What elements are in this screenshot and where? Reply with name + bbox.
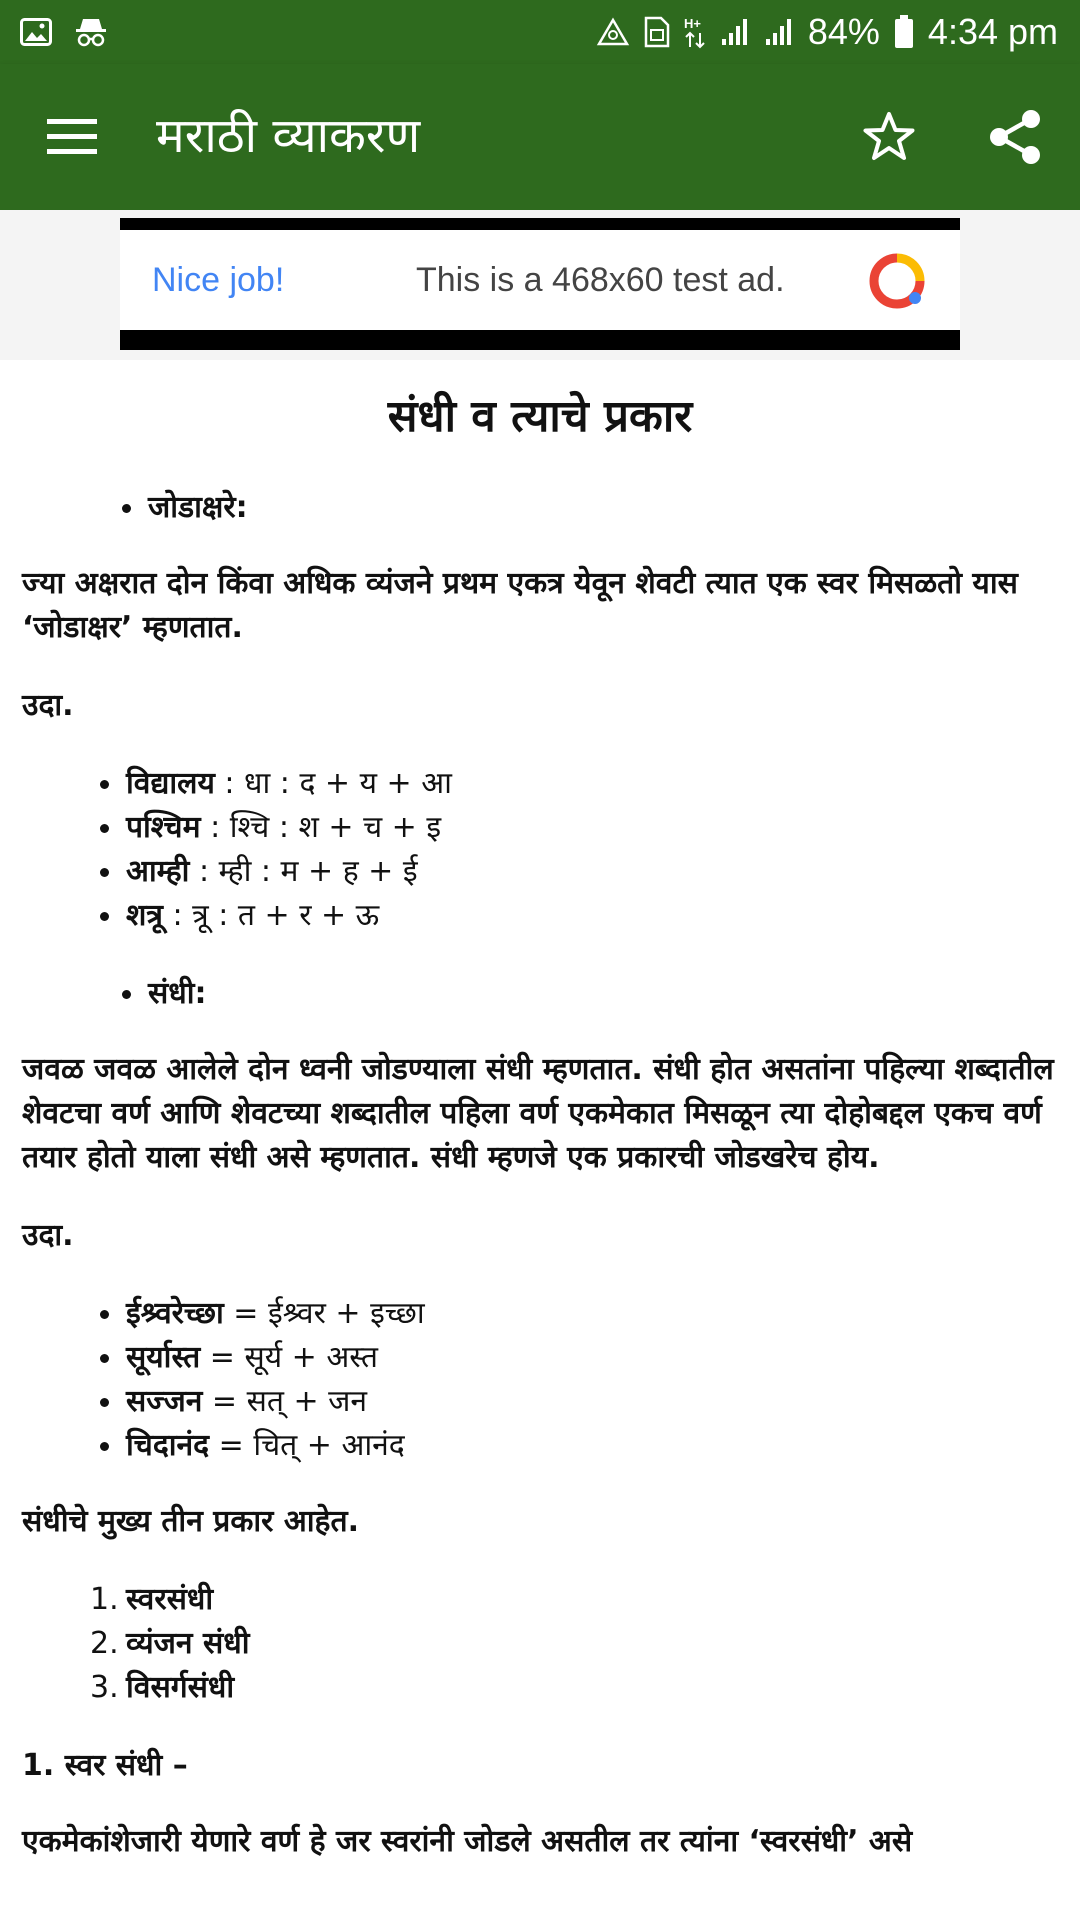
article-content xyxy=(0,360,1080,1864)
list-item xyxy=(22,894,1058,938)
example-value: = चित् + आनंद xyxy=(209,1428,405,1463)
sim-icon xyxy=(644,16,670,48)
list-item xyxy=(22,1380,1058,1424)
incognito-icon xyxy=(74,17,108,47)
status-bar xyxy=(0,0,1080,64)
menu-icon xyxy=(47,117,97,155)
app-bar xyxy=(0,64,1080,210)
signal-icon xyxy=(764,17,794,47)
type-label: स्वरसंधी xyxy=(126,1582,214,1617)
list-item xyxy=(22,762,1058,806)
svg-text:H+: H+ xyxy=(683,16,701,31)
ad-banner[interactable] xyxy=(120,218,960,350)
paragraph: ज्या अक्षरात दोन किंवा अधिक व्यंजने प्रथम एकत्र येवून शेवटी त्यात एक स्वर मिसळतो यास ‘जोडाक्षर’ म्हणतात. xyxy=(22,566,1018,645)
list-item xyxy=(22,1292,1058,1336)
example-list xyxy=(22,762,1058,938)
list-item xyxy=(22,1622,1058,1666)
example-word: चिदानंद xyxy=(126,1428,210,1463)
list-number: 3. xyxy=(90,1670,119,1705)
star-icon xyxy=(862,111,916,163)
example-label: उदा. xyxy=(22,1218,74,1253)
signal-icon xyxy=(720,17,750,47)
paragraph: जवळ जवळ आलेले दोन ध्वनी जोडण्याला संधी म्हणतात. संधी होत असतांना पहिल्या शब्दातील शेवटचा वर्ण आणि शेवटच्या शब्दातील पहिला वर्ण एकमेकात मिसळून त्या दोहोबद्दल एकच वर्ण तयार होतो याला संधी असे म्हणतात. संधी म्हणजे एक प्रकारची जोडखरेच होय. xyxy=(22,1052,1054,1175)
list-number: 2. xyxy=(90,1626,119,1661)
example-word: ईश्र्वरेच्छा xyxy=(126,1296,224,1331)
app-title: मराठी व्याकरण xyxy=(156,108,421,164)
section-heading: संधी: xyxy=(22,972,1058,1016)
list-item xyxy=(22,1578,1058,1622)
types-intro: संधीचे मुख्य तीन प्रकार आहेत. xyxy=(22,1504,359,1539)
example-list xyxy=(22,1292,1058,1468)
list-number: 1. xyxy=(90,1582,119,1617)
example-word: सूर्यास्त xyxy=(126,1340,201,1375)
example-value: = सत् + जन xyxy=(202,1384,368,1419)
list-item xyxy=(22,806,1058,850)
example-word: सज्जन xyxy=(126,1384,203,1419)
example-label: उदा. xyxy=(22,688,74,723)
example-value: : श्चि : श + च + इ xyxy=(200,810,442,845)
ad-area xyxy=(0,210,1080,360)
article-title: संधी व त्याचे प्रकार xyxy=(387,391,693,442)
share-button[interactable] xyxy=(982,104,1048,170)
example-value: : त्रू : त + र + ऊ xyxy=(162,898,380,933)
favorite-button[interactable] xyxy=(856,104,922,170)
section-heading: जोडाक्षरे: xyxy=(22,486,1058,530)
example-value: = ईश्र्वर + इच्छा xyxy=(223,1296,425,1331)
list-item xyxy=(22,1336,1058,1380)
hplus-icon xyxy=(684,15,706,49)
example-word: पश्चिम xyxy=(126,810,201,845)
paragraph: एकमेकांशेजारी येणारे वर्ण हे जर स्वरांनी जोडले असतील तर त्यांना ‘स्वरसंधी’ असे xyxy=(22,1824,913,1859)
image-icon xyxy=(20,18,52,46)
ad-nice-text: Nice job! xyxy=(152,260,285,299)
share-icon xyxy=(988,109,1042,165)
example-word: शत्रू xyxy=(126,898,163,933)
type-label: व्यंजन संधी xyxy=(126,1626,250,1661)
menu-button[interactable] xyxy=(44,108,100,164)
example-word: विद्यालय xyxy=(126,766,215,801)
list-item xyxy=(22,1424,1058,1468)
clock: 4:34 pm xyxy=(927,11,1058,52)
data-saver-icon xyxy=(596,17,630,47)
section-heading: 1. स्वर संधी – xyxy=(22,1748,188,1783)
type-label: विसर्गसंधी xyxy=(126,1670,235,1705)
example-word: आम्ही xyxy=(126,854,190,889)
list-item xyxy=(22,1666,1058,1710)
ad-text: This is a 468x60 test ad. xyxy=(416,260,785,299)
battery-percent: 84% xyxy=(807,11,880,52)
example-value: = सूर्य + अस्त xyxy=(200,1340,379,1375)
ad-logo-icon xyxy=(868,252,926,310)
example-value: : म्ही : म + ह + ई xyxy=(189,854,418,889)
battery-icon xyxy=(894,15,914,49)
list-item xyxy=(22,850,1058,894)
types-list xyxy=(22,1578,1058,1710)
example-value: : धा : द + य + आ xyxy=(214,766,452,801)
